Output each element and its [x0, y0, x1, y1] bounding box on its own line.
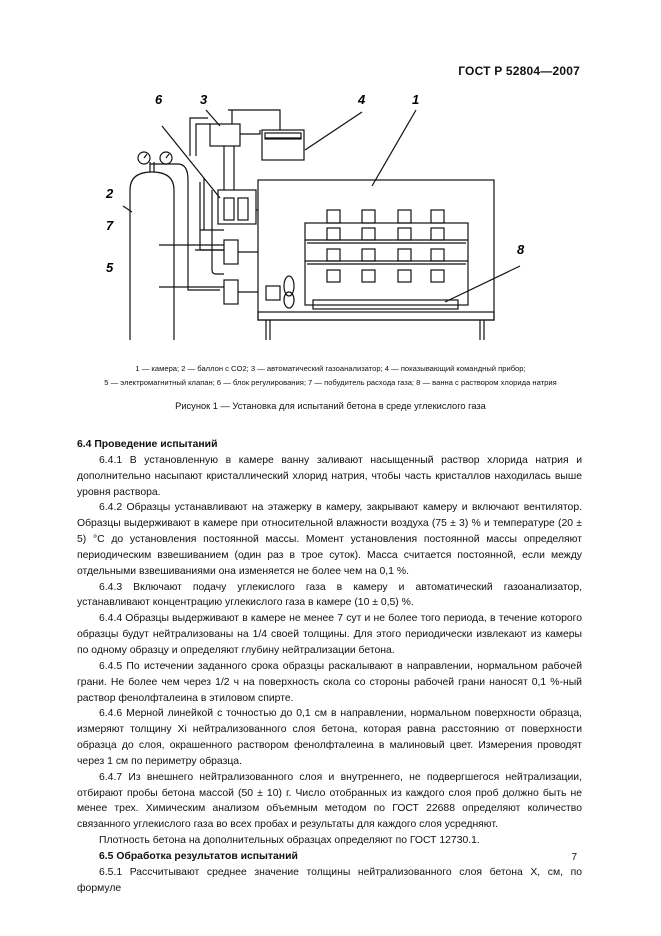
figure-label-7: 7 — [106, 218, 114, 233]
paragraph-6-4-5: 6.4.5 По истечении заданного срока образцы раскалывают в направлении, нормальном рабочей грани. Не более чем через 1/2 ч на поверхность скола со стороны рабочей грани наносят 0,1 %-ный раствор фенолфталеина в этиловом спирте. — [77, 660, 582, 704]
gas-cylinder — [130, 172, 174, 340]
section-title-6-5: 6.5 Обработка результатов испытаний — [99, 850, 298, 862]
paragraph-6-4-3: 6.4.3 Включают подачу углекислого газа в камеру и автоматический газоанализатор, устанавливают концентрацию углекислого газа в камере (10 ± 0,5) %. — [77, 581, 582, 609]
figure-label-5: 5 — [106, 260, 114, 275]
paragraph-6-5-1: 6.5.1 Рассчитывают среднее значение толщины нейтрализованного слоя бетона X, см, по формуле — [77, 866, 582, 894]
document-header-id: ГОСТ Р 52804—2007 — [458, 64, 580, 78]
figure-label-3: 3 — [200, 92, 208, 107]
figure-legend-line-2: 5 — электромагнитный клапан; 6 — блок регулирования; 7 — побудитель расхода газа; 8 — ванна с раствором хлорида натрия — [104, 378, 557, 387]
solenoid-valve — [224, 280, 238, 304]
figure-label-4: 4 — [358, 92, 366, 107]
fan-housing — [266, 286, 280, 300]
paragraph-6-4-7: 6.4.7 Из внешнего нейтрализованного слоя и внутреннего, не подвергшегося нейтрализации, отбирают пробы бетона массой (50 ± 10) г. Число отобранных из каждого слоя проб должно быть не менее трех. Химическим анализом объемным методом по ГОСТ 22688 определяют количество связанного углекислого газа во всех пробах и результаты для каждого слоя усредняют. — [77, 771, 582, 831]
figure-caption: Рисунок 1 — Установка для испытаний бетона в среде углекислого газа — [175, 401, 486, 411]
paragraph-6-4-2: 6.4.2 Образцы устанавливают на этажерку в камеру, закрывают камеру и включают вентилятор. Образцы выдерживают в камере при относительной влажности воздуха (75 ± 3) % и температуре (20 ± 5) °С до установления постоянной массы. Момент установления постоянной массы определяют периодическим взвешиванием (один раз в трое суток). Масса считается постоянной, если между отдельными взвешиваниями она изменяется не более чем на 0,1 %. — [77, 502, 582, 577]
figure-apparatus-diagram — [100, 90, 570, 350]
figure-label-8: 8 — [517, 242, 525, 257]
paragraph-6-4-4: 6.4.4 Образцы выдерживают в камере не менее 7 сут и не более того периода, в течение которого образцы будут нейтрализованы на 1/4 своей толщины. Для этого периодически извлекают из камеры по одному образцу и определяют глубину нейтрализации бетона. — [77, 613, 582, 656]
figure-label-2: 2 — [106, 186, 114, 201]
section-title-6-4: 6.4 Проведение испытаний — [77, 439, 218, 450]
paragraph-6-4-6: 6.4.6 Мерной линейкой с точностью до 0,1 см в направлении, нормальном поверхности образца, измеряют толщину Xi нейтрализованного слоя бетона, которая равна расстоянию от поверхности образца до слоя, окрашенного раствором фенолфталеина в малиновый цвет. Измерения проводят через 1 см по периметру образца. — [77, 708, 582, 767]
figure-label-1: 1 — [412, 92, 420, 107]
figure-label-6: 6 — [155, 92, 163, 107]
paragraph-density: Плотность бетона на дополнительных образцах определяют по ГОСТ 12730.1. — [99, 835, 480, 847]
indicator-instrument — [262, 130, 304, 160]
page-number: 7 — [571, 852, 577, 863]
flow-inducer — [224, 240, 238, 264]
gas-analyzer — [210, 124, 240, 146]
document-body — [77, 437, 582, 896]
figure-legend — [40, 362, 621, 390]
apparatus-schematic — [100, 90, 570, 350]
paragraph-6-4-1: 6.4.1 В установленную в камере ванну заливают насыщенный раствор хлорида натрия и дополнительно насыпают кристаллический хлорид натрия, чтобы часть кристаллов находилась выше уровня раствора. — [77, 454, 582, 498]
figure-legend-line-1: 1 — камера; 2 — баллон с CO2; 3 — автоматический газоанализатор; 4 — показывающий командный прибор; — [135, 364, 526, 373]
